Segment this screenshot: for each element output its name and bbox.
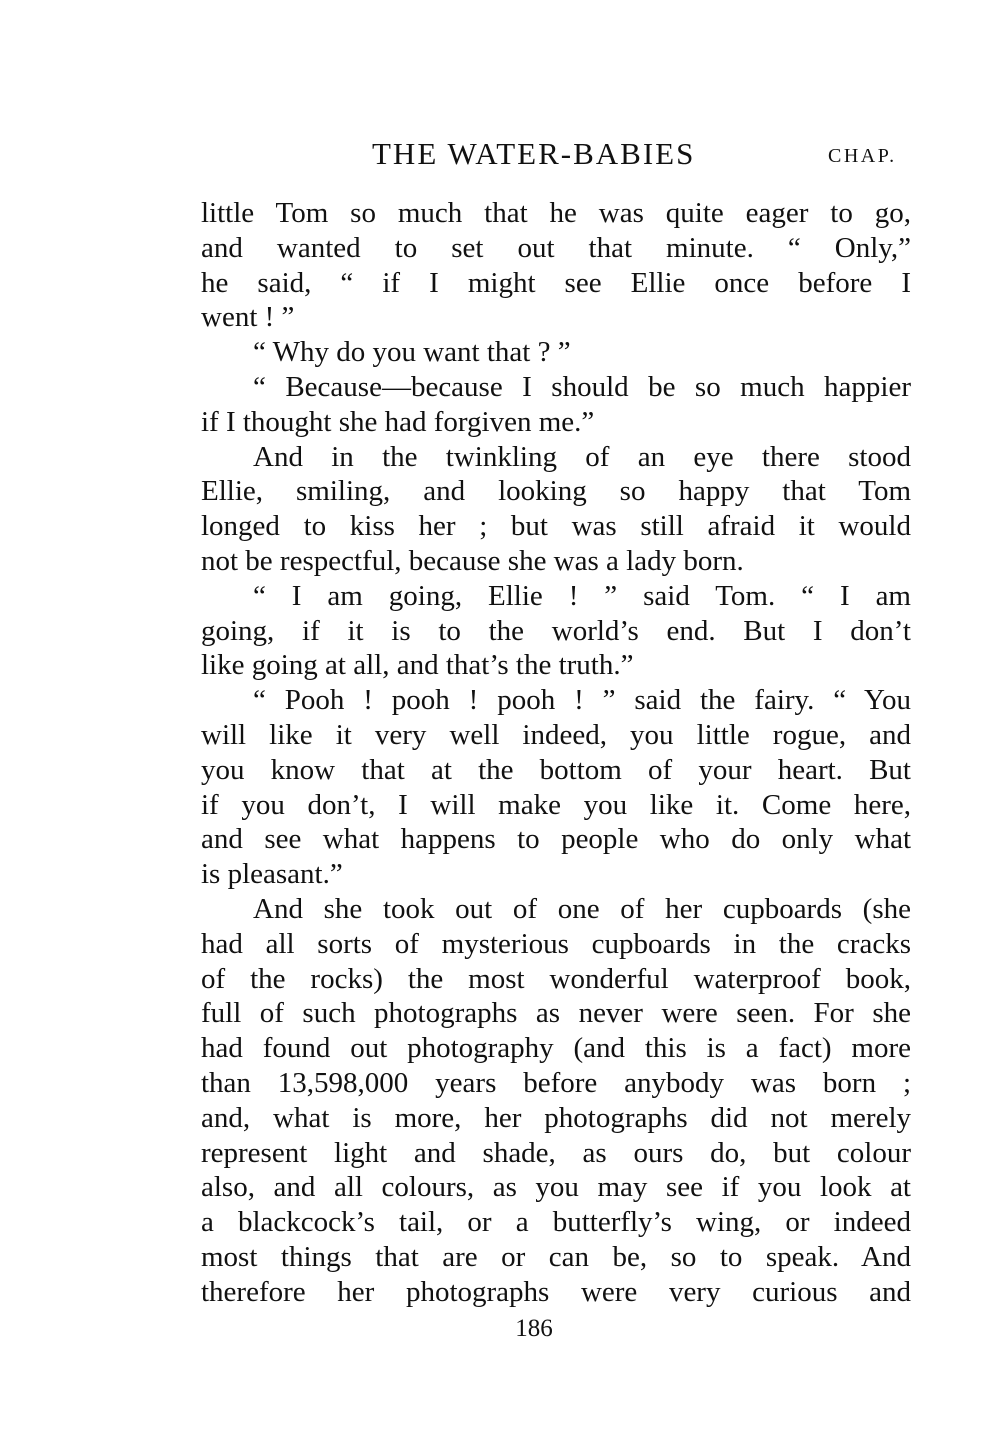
text-line: most things that are or can be, so to speak. And <box>201 1240 911 1273</box>
text-line: he said, “ if I might see Ellie once before I <box>201 266 911 299</box>
text-line: little Tom so much that he was quite eager to go, <box>201 197 911 229</box>
text-line: And she took out of one of her cupboards (she <box>253 892 911 925</box>
text-line: and wanted to set out that minute. “ Only,” <box>201 231 911 264</box>
text-line: had found out photography (and this is a fact) more <box>201 1032 911 1065</box>
running-head <box>0 134 1000 174</box>
text-line: “ I am going, Ellie ! ” said Tom. “ I am <box>253 579 911 612</box>
text-line: Ellie, smiling, and looking so happy that Tom <box>201 475 911 508</box>
page-number: 186 <box>515 1315 553 1342</box>
text-line: than 13,598,000 years before anybody was born ; <box>201 1066 911 1099</box>
body-text <box>201 196 911 1310</box>
text-line: “ Why do you want that ? ” <box>253 336 571 369</box>
chapter-label: CHAP. <box>828 145 897 167</box>
text-line: is pleasant.” <box>201 858 343 891</box>
text-line: you know that at the bottom of your heart. But <box>201 753 911 786</box>
text-line: if you don’t, I will make you like it. Come here, <box>201 788 911 821</box>
text-line: represent light and shade, as ours do, but colour <box>201 1136 911 1169</box>
text-line: going, if it is to the world’s end. But I don’t <box>201 614 911 647</box>
text-line: and, what is more, her photographs did not merely <box>201 1101 911 1134</box>
text-line: And in the twinkling of an eye there stood <box>253 440 911 473</box>
text-line: of the rocks) the most wonderful waterproof book, <box>201 962 911 995</box>
running-title: THE WATER-BABIES <box>372 136 696 171</box>
text-line: therefore her photographs were very curious and <box>201 1275 911 1308</box>
text-line: also, and all colours, as you may see if you look at <box>201 1171 911 1204</box>
text-line: not be respectful, because she was a lady born. <box>201 544 744 577</box>
text-line: full of such photographs as never were seen. For she <box>201 997 911 1030</box>
text-line: if I thought she had forgiven me.” <box>201 405 595 438</box>
text-line: longed to kiss her ; but was still afraid it would <box>201 510 911 543</box>
text-line: and see what happens to people who do only what <box>201 823 911 856</box>
text-line: had all sorts of mysterious cupboards in the cracks <box>201 927 911 960</box>
text-line: like going at all, and that’s the truth.” <box>201 649 634 682</box>
text-line: “ Because—because I should be so much happier <box>253 370 911 403</box>
text-line: “ Pooh ! pooh ! pooh ! ” said the fairy. “ You <box>253 684 911 717</box>
text-line: will like it very well indeed, you little rogue, and <box>201 718 911 751</box>
text-line: went ! ” <box>201 301 295 334</box>
text-line: a blackcock’s tail, or a butterfly’s wing, or indeed <box>201 1206 911 1239</box>
